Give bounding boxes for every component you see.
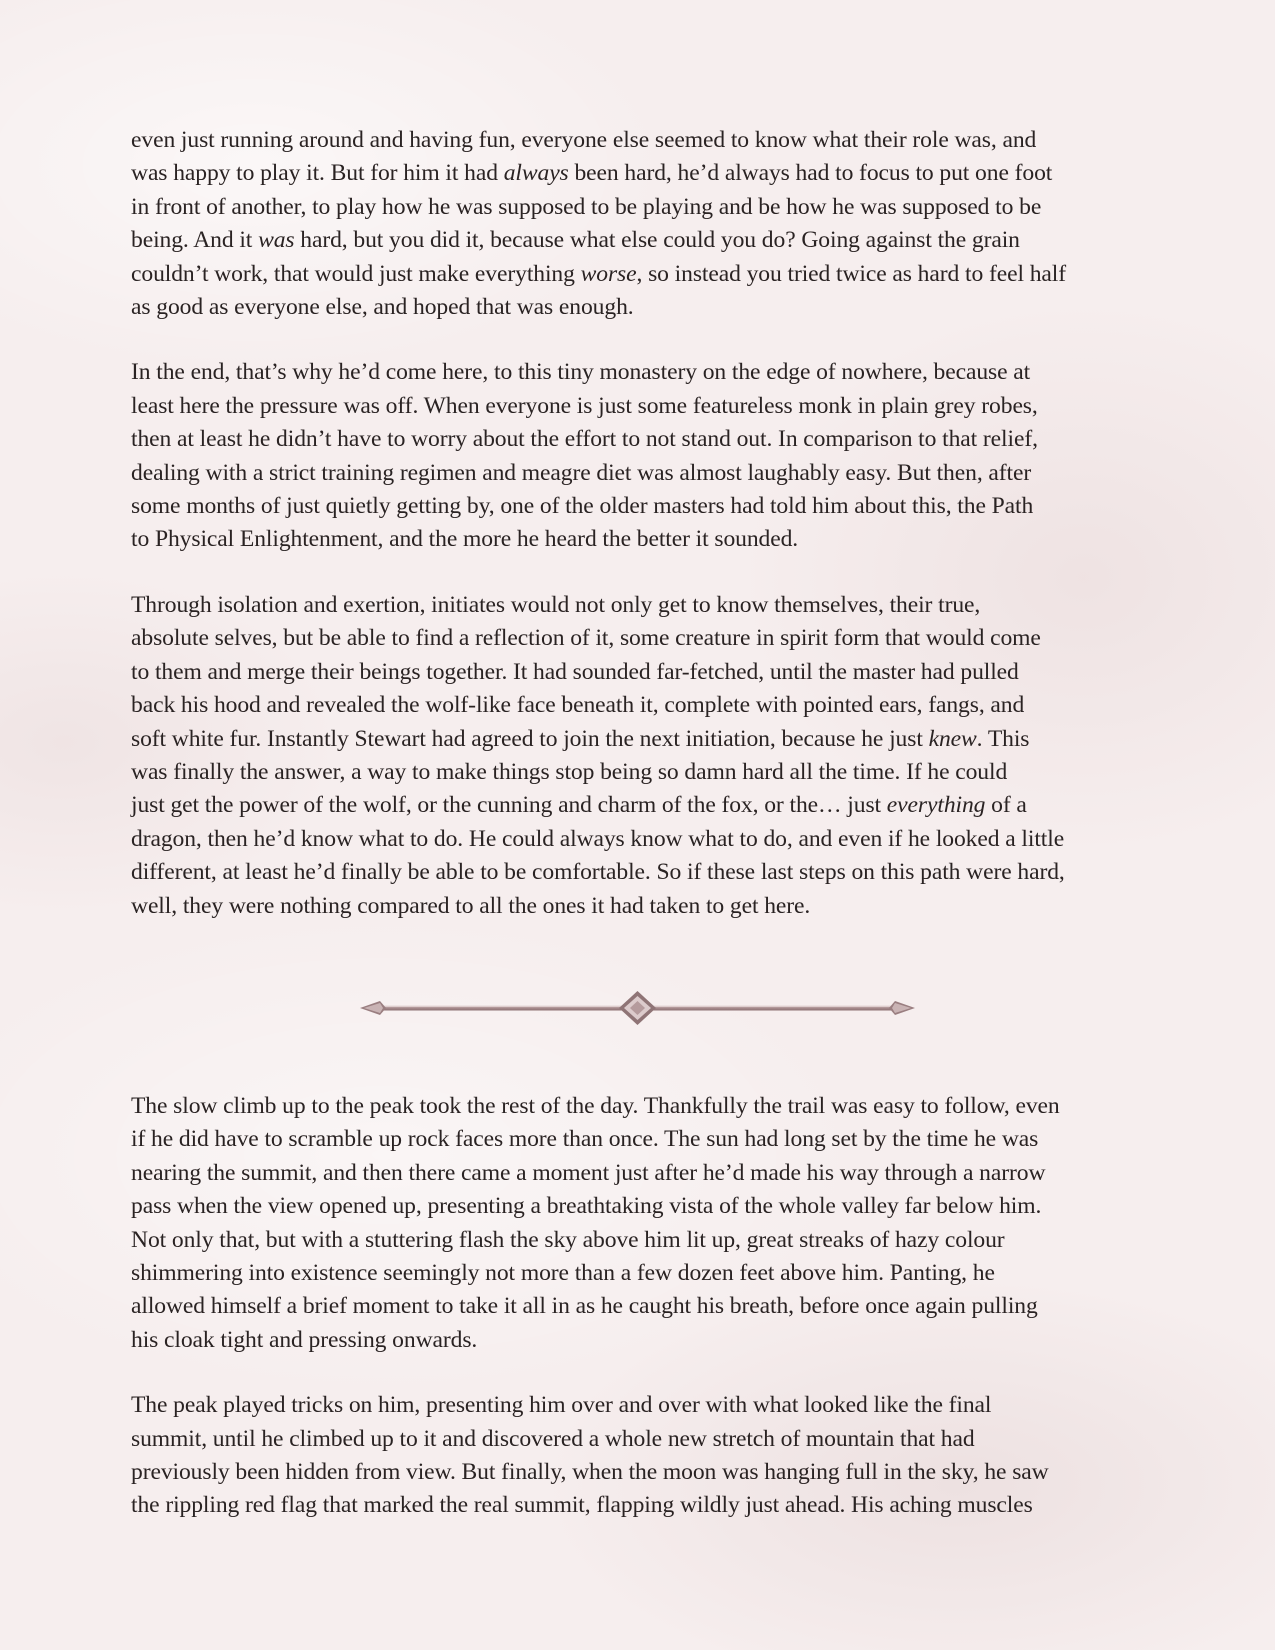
text-line: then at least he didn’t have to worry about the effort to not stand out. In comparison to that relief, [131,426,1038,453]
text-line: soft white fur. Instantly Stewart had agreed to join the next initiation, because he just knew. This [131,725,1030,752]
emphasized-text: knew [928,725,977,752]
paragraph [131,1389,1146,1523]
text-line: his cloak tight and pressing onwards. [131,1326,478,1353]
text-line: the rippling red flag that marked the real summit, flapping wildly just ahead. His aching muscles [131,1492,1033,1519]
paragraph [131,356,1146,556]
text-line: absolute selves, but be able to find a reflection of it, some creature in spirit form that would come [131,625,1041,652]
text-line: different, at least he’d finally be able to be comfortable. So if these last steps on this path were hard, [131,859,1065,886]
text-line: was happy to play it. But for him it had always been hard, he’d always had to focus to put one foot [131,160,1053,187]
paragraph [131,124,1146,324]
emphasized-text: worse [580,260,637,287]
text-line: summit, until he climbed up to it and discovered a whole new stretch of mountain that had [131,1425,975,1452]
text-line: pass when the view opened up, presenting a breathtaking vista of the whole valley far below him. [131,1193,1042,1220]
text-line: nearing the summit, and then there came a moment just after he’d made his way through a narrow [131,1159,1046,1186]
emphasized-text: everything [886,792,986,819]
text-block-top [131,124,1146,923]
emphasized-text: always [503,160,569,187]
scene-break-divider-icon [360,990,915,1026]
text-line: if he did have to scramble up rock faces more than once. The sun had long set by the time he was [131,1126,1039,1153]
text-line: The peak played tricks on him, presenting him over and over with what looked like the final [131,1392,992,1419]
text-line: was finally the answer, a way to make things stop being so damn hard all the time. If he could [131,758,1008,785]
text-line: back his hood and revealed the wolf-like face beneath it, complete with pointed ears, fangs, and [131,692,1025,719]
text-line: couldn’t work, that would just make everything worse, so instead you tried twice as hard to feel half [131,260,1066,287]
text-line: just get the power of the wolf, or the cunning and charm of the fox, or the… just everything of a [131,792,1027,819]
text-line: in front of another, to play how he was supposed to be playing and be how he was supposed to be [131,193,1042,220]
text-line: as good as everyone else, and hoped that was enough. [131,294,634,321]
text-line: least here the pressure was off. When everyone is just some featureless monk in plain grey robes, [131,392,1038,419]
text-line: well, they were nothing compared to all the ones it had taken to get here. [131,892,811,919]
text-line: In the end, that’s why he’d come here, to this tiny monastery on the edge of nowhere, because at [131,359,1031,386]
paragraph [131,1090,1146,1357]
text-block-bottom [131,1090,1146,1523]
text-line: Not only that, but with a stuttering flash the sky above him lit up, great streaks of hazy colour [131,1226,1005,1253]
text-line: shimmering into existence seemingly not more than a few dozen feet above him. Panting, he [131,1260,995,1287]
text-line: previously been hidden from view. But finally, when the moon was hanging full in the sky, he saw [131,1459,1049,1486]
paragraph [131,589,1146,923]
text-line: some months of just quietly getting by, one of the older masters had told him about this, the Path [131,493,1034,520]
text-line: to them and merge their beings together. It had sounded far-fetched, until the master had pulled [131,658,1019,685]
emphasized-text: was [258,227,295,254]
text-line: dealing with a strict training regimen and meagre diet was almost laughably easy. But then, after [131,459,1032,486]
text-line: to Physical Enlightenment, and the more he heard the better it sounded. [131,526,799,553]
text-line: allowed himself a brief moment to take it all in as he caught his breath, before once again pulling [131,1293,1038,1320]
text-line: dragon, then he’d know what to do. He could always know what to do, and even if he looked a little [131,825,1065,852]
text-line: being. And it was hard, but you did it, because what else could you do? Going against the grain [131,227,1020,254]
text-line: even just running around and having fun, everyone else seemed to know what their role was, and [131,127,1037,153]
text-line: Through isolation and exertion, initiates would not only get to know themselves, their true, [131,591,981,618]
text-line: The slow climb up to the peak took the rest of the day. Thankfully the trail was easy to follow, even [131,1093,1060,1119]
